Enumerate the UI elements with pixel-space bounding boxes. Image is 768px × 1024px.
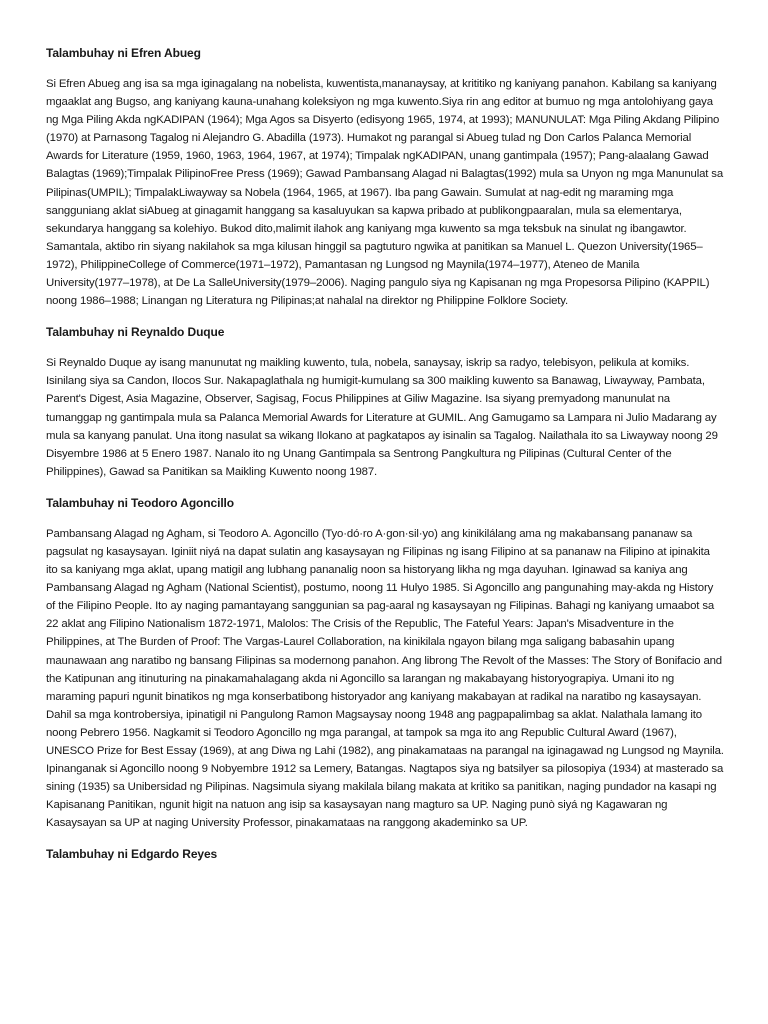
section-body: Si Reynaldo Duque ay isang manunutat ng maikling kuwento, tula, nobela, sanaysay, iskrip sa radyo, telebisyon, pelikula at komiks. Isinilang siya sa Candon, Ilocos Sur. Nakapaglathala ng humigit-kumulang sa 300 maikling kuwento sa Banawag, Liwayway, Pambata, Parent's Digest, Asia Magazine, Observer, Sagisag, Focus Philippines at Giliw Magazine. Isa siyang premyadong manunulat na tumanggap ng gantimpala mula sa Palanca Memorial Awards for Literature at GUMIL. Ang Gamugamo sa Lampara ni Julio Madarang ay mula sa kanyang panulat. Una itong nasulat sa wikang Ilokano at pagkatapos ay isinalin sa Tagalog. Nailathala ito sa Liwayway noong 29 Disyembre 1986 at 5 Enero 1987. Nanalo ito ng Unang Gantimpala sa Sentrong Pangkultura ng Pilipinas (Cultural Center of the Philippines), Gawad sa Panitikan sa Maikling Kuwento noong 1987.	[46, 357, 718, 478]
section-edgardo-reyes	[46, 845, 724, 863]
section-body: Si Efren Abueg ang isa sa mga iginagalang na nobelista, kuwentista,mananaysay, at krititiko ng kaniyang panahon. Kabilang sa kaniyang mgaaklat ang Bugso, ang kaniyang kauna-unahang koleksiyon ng mga kuwento.Siya rin ang editor at bumuo ng mga antolohiyang gaya ng Mga Piling Akda ngKADIPAN (1964); Mga Agos sa Disyerto (edisyong 1965, 1974, at 1993); MANUNULAT: Mga Piling Akdang Pilipino (1970) at Parnasong Tagalog ni Alejandro G. Abadilla (1973). Humakot ng parangal si Abueg tulad ng Don Carlos Palanca Memorial Awards for Literature (1959, 1960, 1963, 1964, 1967, at 1974); Timpalak ngKADIPAN, unang gantimpala (1957); Pang-alaalang Gawad Balagtas (1969);Timpalak PilipinoFree Press (1969); Gawad Pambansang Alagad ni Balagtas(1992) mula sa Unyon ng mga Manunulat sa Pilipinas(UMPIL); TimpalakLiwayway sa Nobela (1964, 1965, at 1967). Iba pang Gawain. Sumulat at nag-edit ng maraming mga sangguniang aklat siAbueg at ginagamit hanggang sa kasaluyukan sa kapwa pribado at publikongpaaralan, mula sa elementarya, sekundarya hanggang sa kolehiyo. Bukod dito,malimit ilahok ang kaniyang mga kuwento sa mga teksbuk na sinulat ng ibangawtor. Samantala, aktibo rin siyang nakilahok sa mga kilusan hinggil sa pagtuturo ngwika at panitikan sa Manuel L. Quezon University(1965–1972), PhilippineCollege of Commerce(1971–1972), Pamantasan ng Lungsod ng Maynila(1974–1977), Ateneo de Manila University(1977–1978), at De La SalleUniversity(1979–2006). Naging pangulo siya ng Kapisanan ng mga Propesorsa Pilipino (KAPPIL) noong 1986–1988; Linangan ng Literatura ng Pilipinas;at nahalal na direktor ng Philippine Folklore Society.	[46, 78, 724, 308]
section-body: Pambansang Alagad ng Agham, si Teodoro A. Agoncillo (Tyo·dó·ro A·gon·sil·yo) ang kinikilálang ama ng makabansang pananaw sa pagsulat ng kasaysayan. Iginiit niyá na dapat sulatin ang kasaysayan ng Filipinas ng isang Filipino at sa pananaw na Filipino at ipinakita ito sa kaniyang mga aklat, upang matigil ang lubhang pananalig noon sa historyang likha ng mga dayuhan. Iginawad sa kaniya ang Pambansang Alagad ng Agham (National Scientist), postumo, noong 11 Hulyo 1985. Si Agoncillo ang pangunahing may-akda ng History of the Filipino People. Ito ay naging pamantayang sanggunian sa pag-aaral ng kasaysayan ng Filipinas. Bahagi ng kaniyang umaabot sa 22 aklat ang Filipino Nationalism 1872-1971, Malolos: The Crisis of the Republic, The Fateful Years: Japan's Misadventure in the Philippines, at The Burden of Proof: The Vargas-Laurel Collaboration, na kinikilala ngayon bilang mga saligang babasahin upang maunawaan ang naratibo ng bansang Filipinas sa modernong panahon. Ang librong The Revolt of the Masses: The Story of Bonifacio and the Katipunan ang itinuturing na pinakamahalagang akda ni Agoncillo sa larangan ng makabayang historyograpiya. Umani ito ng maraming papuri ngunit binatikos ng mga konserbatibong historyador ang kaniyang makabayan at radikal na naratibo ng kasaysayan. Dahil sa mga kontrobersiya, ipinatigil ni Pangulong Ramon Magsaysay noong 1948 ang pagpapalimbag sa aklat. Nalathala lamang ito noong Pebrero 1956. Nagkamit si Teodoro Agoncillo ng mga parangal, at tampok sa mga ito ang Republic Cultural Award (1967), UNESCO Prize for Best Essay (1969), at ang Diwa ng Lahi (1982), ang pinakamataas na parangal na iginagawad ng Lungsod ng Maynila. Ipinanganak si Agoncillo noong 9 Nobyembre 1912 sa Lemery, Batangas. Nagtapos siya ng batsilyer sa pilosopiya (1934) at masterado sa sining (1935) sa Unibersidad ng Pilipinas. Nagsimula siyang makilala bilang makata at kritiko sa panitikan, naging pundador na kasapi ng Kapisanang Panitikan, ngunit higit na natuon ang isip sa kasaysayan nang magturo sa UP. Naging punò siyá ng Kagawaran ng Kasaysayan sa UP at naging University Professor, pinakamataas na ranggong akademinko sa UP.	[46, 527, 724, 830]
section-title: Talambuhay ni Efren Abueg	[46, 46, 201, 60]
section-efren-abueg	[46, 44, 724, 310]
section-reynaldo-duque	[46, 323, 724, 481]
section-title: Talambuhay ni Teodoro Agoncillo	[46, 495, 235, 510]
section-title: Talambuhay ni Edgardo Reyes	[46, 847, 218, 862]
section-title: Talambuhay ni Reynaldo Duque	[46, 325, 225, 340]
section-teodoro-agoncillo	[46, 494, 724, 833]
